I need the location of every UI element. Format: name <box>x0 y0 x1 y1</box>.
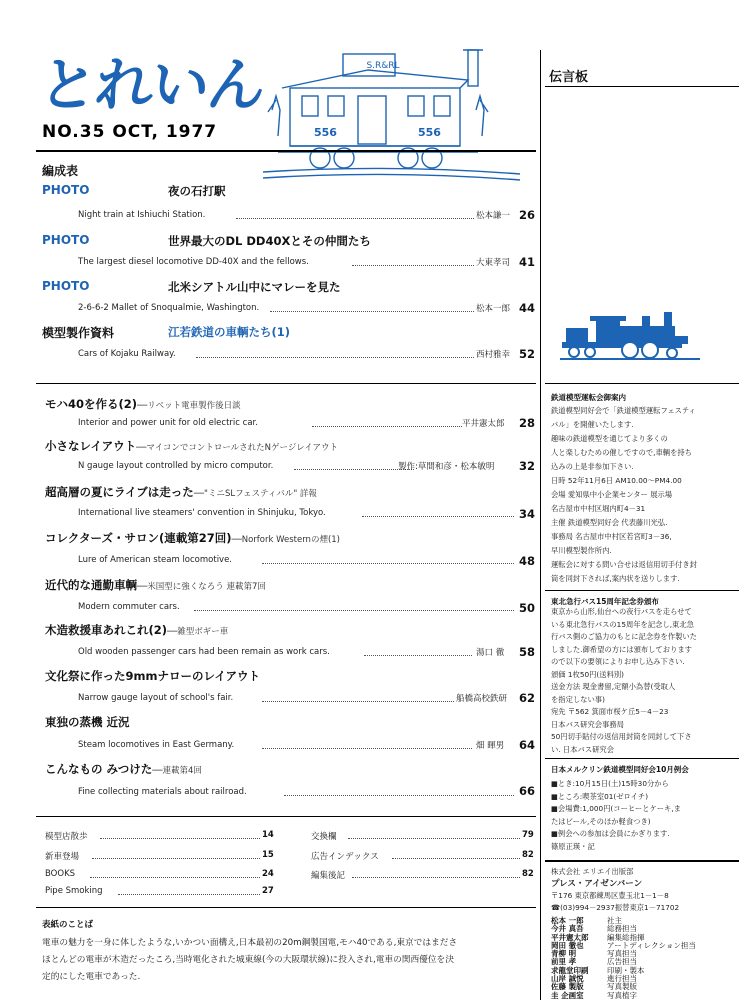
header-rule <box>36 150 536 152</box>
column-divider <box>540 50 541 1000</box>
train-car-name: S.R&RL <box>366 61 400 71</box>
cover-text: 電車の魅力を一身に体したような,いかつい面構え,日本最初の20m鋼製国電,モハ40である,東京ではまださ ほとんどの電車が木造だったころ,当時電化された城東線(今の大阪環状線)に投入され,電車の関西優位を決 定的にした電車であった. <box>42 938 458 982</box>
index-item[interactable]: 交換欄 <box>311 832 337 842</box>
entry-english: International live steamers' convention in Shinjuku, Tokyo. <box>78 508 326 518</box>
entry-english: Night train at Ishiuchi Station. <box>78 210 206 220</box>
entry-category: PHOTO <box>42 233 90 247</box>
index-page: 15 <box>262 850 274 860</box>
index-page: 27 <box>262 886 274 896</box>
entry-title: 夜の石打駅 <box>168 184 226 198</box>
entry-english: Fine collecting materials about railroad. <box>78 787 247 797</box>
index-item[interactable]: 模型店散歩 <box>45 832 88 842</box>
train-car-illustration <box>258 40 528 182</box>
locomotive-silhouette <box>560 308 700 360</box>
notice-body: ■とき:10月15日(土)15時30分から ■ところ:喫茶室01(ゼロイチ) ■会場費:1,000円(コーヒーとケーキ,ま たはビール,そのほか軽食つき) ■例会への参加は会員にかぎります. 篠原正瑛・記 <box>551 779 681 851</box>
entry-author: 畑 暉男 <box>476 741 505 751</box>
staff-row: 佐藤 製版 写真製版 <box>551 982 637 992</box>
entry-title: 東独の蒸機 近況 <box>45 715 130 729</box>
entry-english: N gauge layout controlled by micro computor. <box>78 461 274 471</box>
entry-author: 西村雅幸 <box>476 350 511 360</box>
index-item[interactable]: BOOKS <box>45 869 76 879</box>
index-page: 82 <box>522 850 534 860</box>
index-page: 79 <box>522 830 534 840</box>
entry-page: 28 <box>519 416 536 430</box>
entry-page: 58 <box>519 645 536 659</box>
entry-english: Modern commuter cars. <box>78 602 180 612</box>
entry-title: 近代的な通勤車輌──米国型に強くなろう 連載第7回 <box>45 578 266 592</box>
entry-author: 船橋高校鉄研 <box>456 694 508 704</box>
entry-english: Interior and power unit for old electric car. <box>78 418 258 428</box>
entry-title: こんなもの みつけた──連載第4回 <box>45 762 202 776</box>
staff-row: 青柳 明 写真担当 <box>551 949 637 959</box>
entry-page: 64 <box>519 738 536 752</box>
entry-title: コレクターズ・サロン(連載第27回)──Norfork Westernの煙(1) <box>45 531 340 545</box>
entry-english: Narrow gauge layout of school's fair. <box>78 693 234 703</box>
entry-title: 江若鉄道の車輌たち(1) <box>168 325 291 339</box>
section-rule <box>36 907 536 908</box>
entry-page: 48 <box>519 554 536 568</box>
index-page: 82 <box>522 869 534 879</box>
staff-row: 松本 一郎 社主 <box>551 916 622 925</box>
staff-list <box>551 917 696 1000</box>
toc-heading: 編成表 <box>42 164 79 178</box>
entry-english: Cars of Kojaku Railway. <box>78 349 176 359</box>
section-rule <box>36 816 536 817</box>
entry-category: PHOTO <box>42 279 90 293</box>
entry-page: 26 <box>519 208 536 222</box>
section-rule <box>36 383 536 384</box>
entry-category: PHOTO <box>42 183 90 197</box>
entry-english: The largest diesel locomotive DD-40X and the fellows. <box>78 257 309 267</box>
staff-row: 山岸 誠悦 進行担当 <box>551 974 637 984</box>
index-item[interactable]: Pipe Smoking <box>45 886 103 896</box>
staff-row: 前里 孝 広告担当 <box>551 957 637 967</box>
staff-row: 今井 真吾 総務担当 <box>551 924 637 934</box>
index-page: 24 <box>262 869 274 879</box>
issue-number: NO.35 OCT, 1977 <box>42 122 218 142</box>
entry-english: Old wooden passenger cars had been remain as work cars. <box>78 647 330 657</box>
entry-title: モハ40を作る(2)──リベット電車製作後日談 <box>45 397 241 411</box>
entry-author: 大東孝司 <box>476 258 511 268</box>
entry-title: 超高層の夏にライブは走った──"ミニSLフェスティバル" 詳報 <box>45 485 317 499</box>
train-number-left: 556 <box>314 126 337 139</box>
side-title: 伝言板 <box>549 70 589 85</box>
entry-page: 62 <box>519 691 536 705</box>
publisher-info: 株式会社 エリエイ出版部 プレス・アイゼンバーン 〒176 東京都練馬区豊玉北1－1－8 ☎(03)994－2937振替東京1－71702 <box>551 867 680 912</box>
entry-category: 模型製作資料 <box>42 326 115 340</box>
entry-title: 木造救援車あれこれ(2)──雑型ボギー車 <box>45 623 229 637</box>
notice-body: 鉄道模型同好会で「鉄道模型運転フェスティ バル」を開催いたします. 趣味の鉄道模型を通じてより多くの 人と楽しむための催しですので,車輌を持ち 込みの上是非参加下さい. 日時 52年11月6日 AM10.00～PM4.00 会場 愛知県中小企業センター 展示場 名古屋市中村区堀内町4－31 主催 鉄道模型同好会 代表藤川光弘. 事務局 名古屋市中村区若宮町3－36, 早川模型製作所内. 運転会に対する問い合せは返信用切手付き封 筒を同封下されば,案内状を送りします. <box>551 406 697 583</box>
entry-english: Lure of American steam locomotive. <box>78 555 233 565</box>
entry-author: 湯口 徹 <box>476 648 505 658</box>
index-item[interactable]: 新車登場 <box>45 852 80 862</box>
entry-author: 松本謙一 <box>476 211 511 221</box>
entry-page: 66 <box>519 784 536 798</box>
entry-page: 44 <box>519 301 536 315</box>
entry-english: 2-6-6-2 Mallet of Snoqualmie, Washington. <box>78 303 260 313</box>
notice-title: 日本メルクリン鉄道模型同好会10月例会 <box>551 765 689 774</box>
magazine-logo: とれいん <box>35 51 268 119</box>
entry-page: 32 <box>519 459 536 473</box>
entry-page: 50 <box>519 601 536 615</box>
notice-body: 東京から山形,仙台への夜行バスを走らせて いる東北急行バスの15周年を記念し,東北急 行バス側のご協力のもとに記念券を作製いた しました.御希望の方には頒布しております ので以下の要領によりお申し込み下さい. 頒価 1枚50円(送料別) 送金方法 現金書留,定額小為替(受取人 を指定しない事) 宛先 〒562 箕面市桜ケ丘5－4－23 日本バス研究会事務局 50円切手貼付の返信用封筒を同封して下さ い. 日本バス研究会 <box>551 607 697 754</box>
staff-row: 岡田 徹也 アートディレクション担当 <box>551 940 696 950</box>
entry-title: 文化祭に作った9mmナローのレイアウト <box>45 669 261 683</box>
index-item[interactable]: 編集後記 <box>311 871 346 881</box>
entry-author: 平井憲太郎 <box>462 419 505 429</box>
staff-row: 求龍堂印刷 印刷・製本 <box>551 965 645 975</box>
entry-title: 世界最大のDL DD40Xとその仲間たち <box>168 234 371 248</box>
train-number-right: 556 <box>418 126 441 139</box>
index-page: 14 <box>262 830 274 840</box>
entry-page: 34 <box>519 507 536 521</box>
staff-row: 平井憲太郎 編集総指揮 <box>551 932 645 942</box>
entry-title: 小さなレイアウト──マイコンでコントロールされたNゲージレイアウト <box>45 439 338 453</box>
entry-author: 製作:草間和彦・松本敏明 <box>398 462 495 472</box>
cover-heading: 表紙のことば <box>42 920 94 930</box>
staff-row: 圭 企画室 写真植字 <box>551 990 637 1000</box>
entry-page: 41 <box>519 255 536 269</box>
entry-author: 松本一郎 <box>476 304 511 314</box>
entry-title: 北米シアトル山中にマレーを見た <box>168 280 341 294</box>
notice-title: 鉄道模型運転会御案内 <box>551 393 626 402</box>
entry-english: Steam locomotives in East Germany. <box>78 740 235 750</box>
entry-page: 52 <box>519 347 536 361</box>
notice-title: 東北急行バス15周年記念券頒布 <box>551 597 659 606</box>
index-item[interactable]: 広告インデックス <box>311 852 379 862</box>
